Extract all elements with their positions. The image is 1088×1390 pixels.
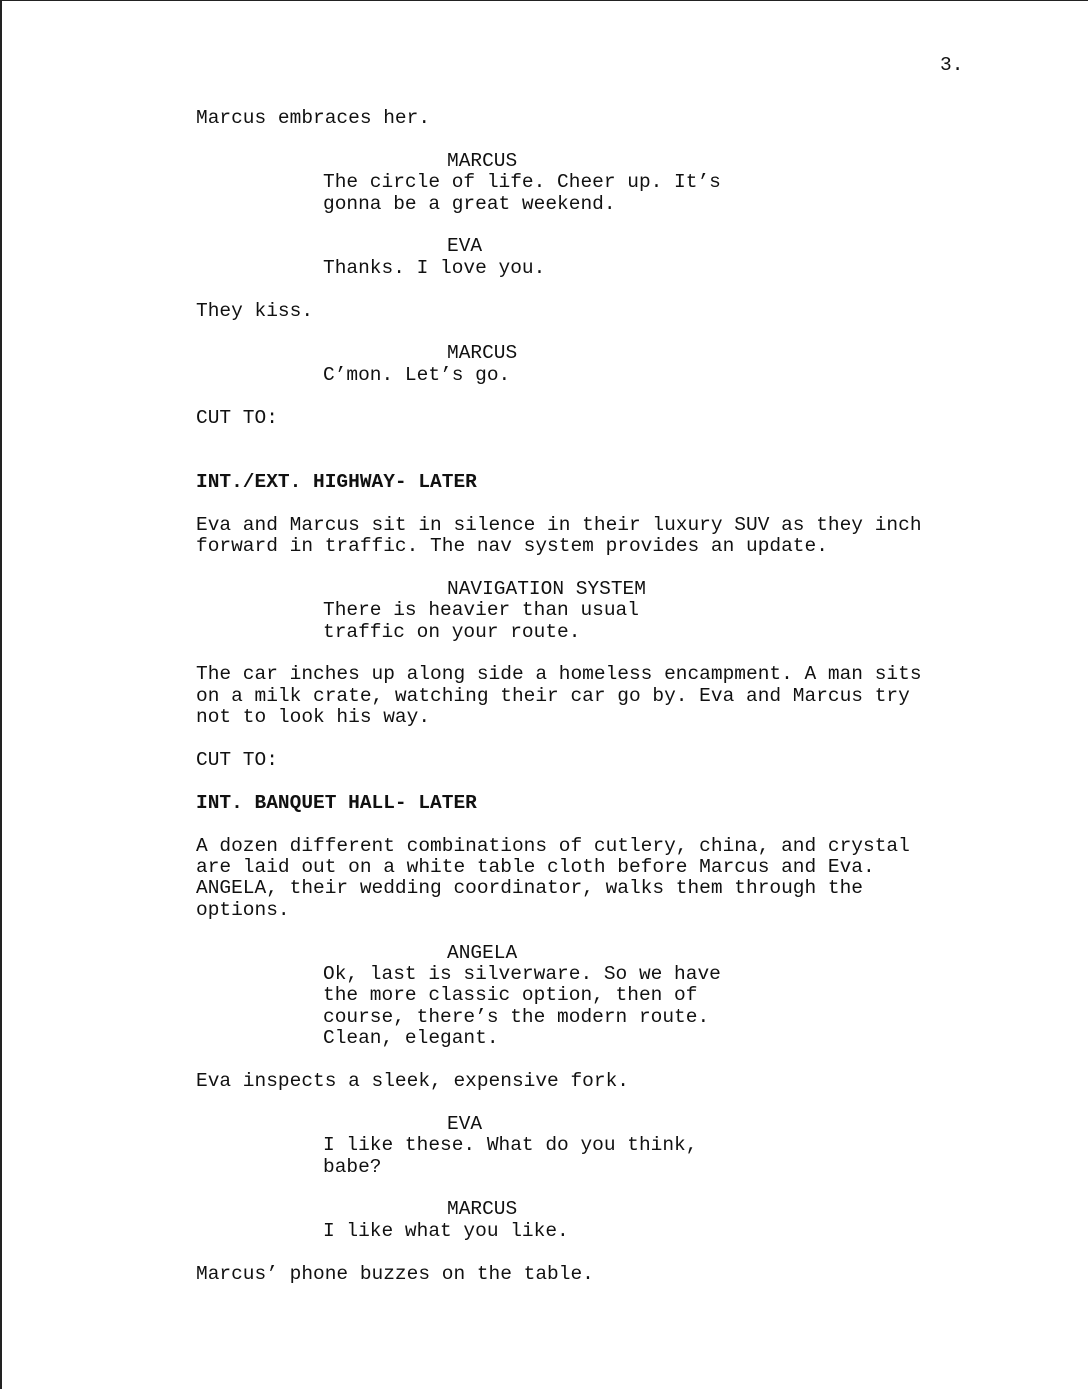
character-name: MARCUS [447,1198,518,1221]
character-name: MARCUS [447,149,518,172]
action-line: The car inches up along side a homeless encampment. A man sits on a milk crate, watching their car go by. Eva and Marcus try not to look his way. [196,663,922,729]
dialogue: Ok, last is silverware. So we have the more classic option, then of course, there’s the modern route. Clean, elegant. [323,963,721,1050]
scene-heading: INT./EXT. HIGHWAY- LATER [196,470,477,493]
character-name: ANGELA [447,941,518,964]
dialogue: I like what you like. [323,1219,569,1242]
page-number: 3. [940,54,964,76]
action-line: Marcus embraces her. [196,107,431,129]
dialogue: C’mon. Let’s go. [323,363,511,386]
scene-heading: INT. BANQUET HALL- LATER [196,791,477,814]
screenplay-body [196,108,1036,1285]
action-line: They kiss. [196,299,314,322]
dialogue: The circle of life. Cheer up. It’s gonna be a great weekend. [323,171,721,215]
action-line: Marcus’ phone buzzes on the table. [196,1262,594,1285]
action-line: A dozen different combinations of cutlery, china, and crystal are laid out on a white table cloth before Marcus and Eva. ANGELA, their wedding coordinator, walks them through the options. [196,834,910,921]
character-name: EVA [447,1112,483,1135]
transition: CUT TO: [196,749,278,772]
character-name: MARCUS [447,342,518,365]
character-name: NAVIGATION SYSTEM [447,577,646,600]
action-line: Eva and Marcus sit in silence in their luxury SUV as they inch forward in traffic. The nav system provides an update. [196,513,922,558]
transition: CUT TO: [196,406,278,429]
dialogue: Thanks. I love you. [323,256,546,279]
character-name: EVA [447,235,483,258]
action-line: Eva inspects a sleek, expensive fork. [196,1070,629,1093]
dialogue: There is heavier than usual traffic on your route. [323,599,639,643]
dialogue: I like these. What do you think, babe? [323,1134,698,1178]
